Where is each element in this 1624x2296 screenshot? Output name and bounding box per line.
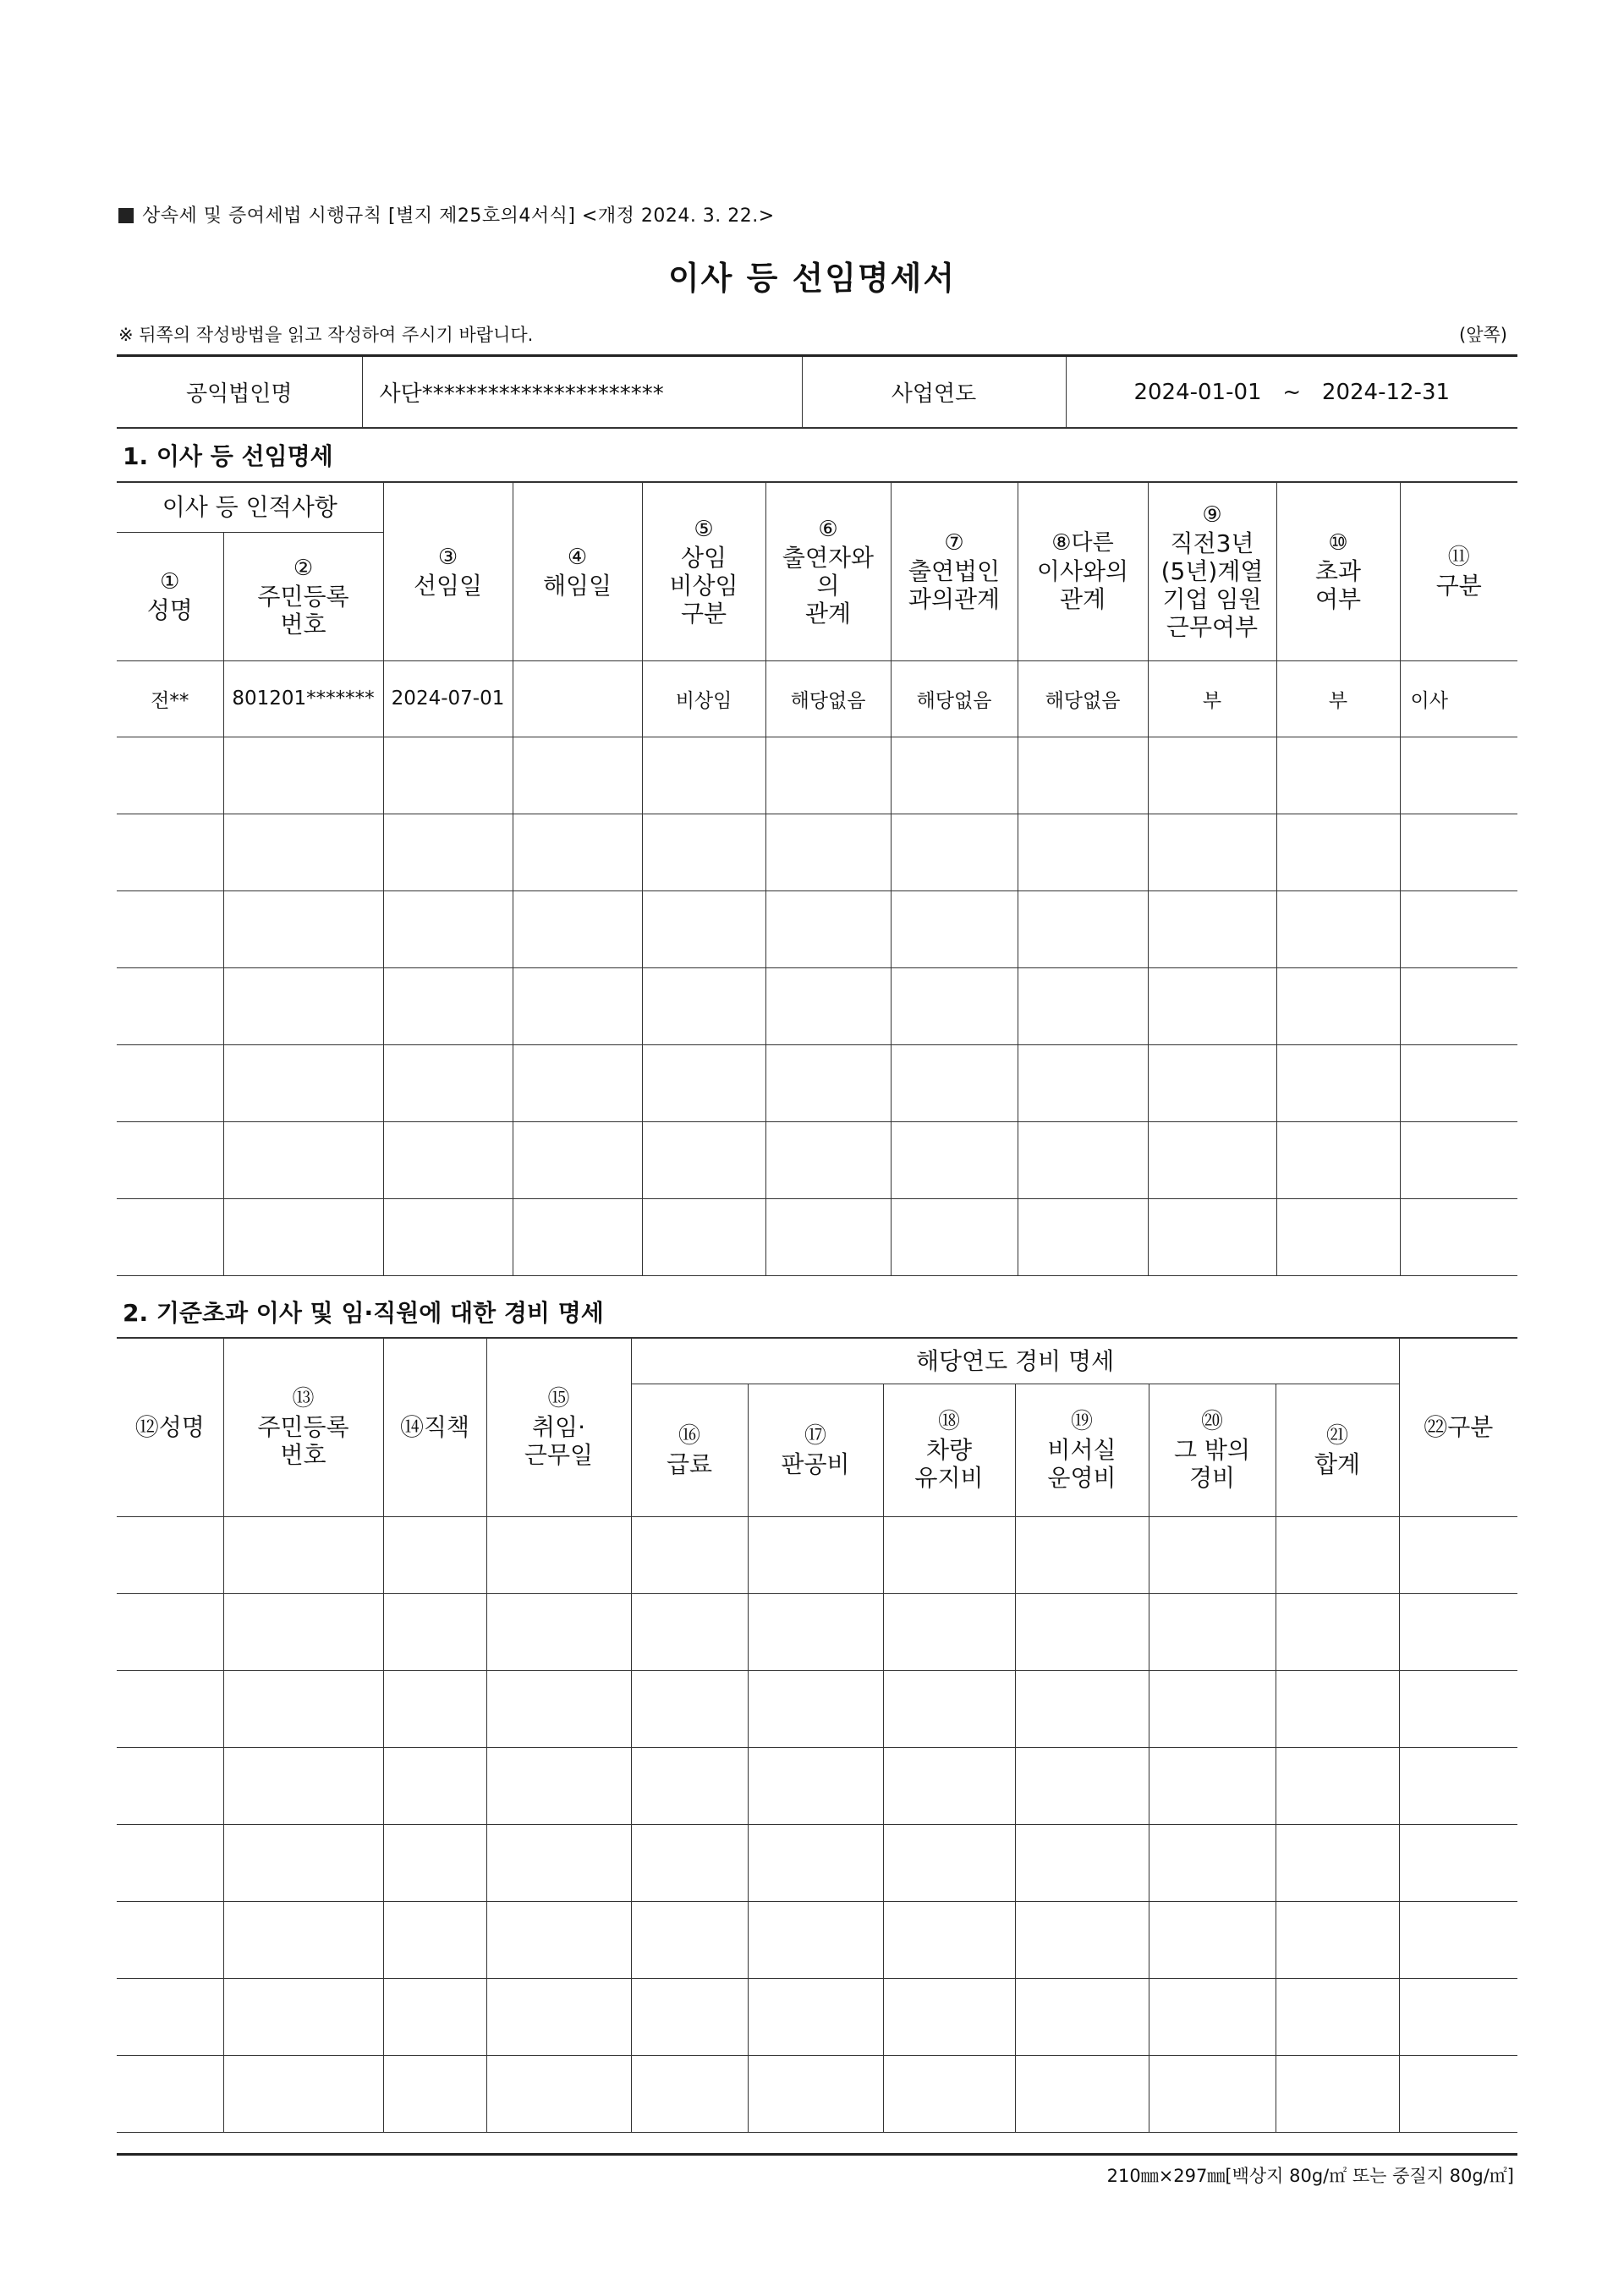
table-cell[interactable] (1148, 967, 1276, 1044)
col-affiliate-officer (1148, 482, 1276, 660)
table-cell[interactable] (642, 737, 765, 814)
table-cell[interactable] (383, 814, 513, 890)
table-cell[interactable] (513, 1044, 642, 1121)
col-contributor-relation (765, 482, 891, 660)
instruction-text: ※ 뒤쪽의 작성방법을 읽고 작성하여 주시기 바랍니다. (118, 325, 534, 345)
table-cell[interactable] (486, 2055, 631, 2132)
table-cell[interactable] (223, 2055, 383, 2132)
cell-excess[interactable]: 부 (1276, 660, 1400, 737)
table-cell[interactable] (765, 814, 891, 890)
column-header-label: 주민등록 번호 (257, 1413, 349, 1470)
column-header-label: 판공비 (781, 1449, 850, 1478)
col-position: ⑭직책 (383, 1338, 486, 1516)
table-cell[interactable] (1276, 1593, 1399, 1670)
table-cell[interactable] (1149, 1747, 1276, 1824)
table-cell[interactable] (1148, 1121, 1276, 1198)
table-cell[interactable] (883, 1978, 1015, 2055)
column-header-label: 구분 (1435, 571, 1482, 600)
table-cell[interactable] (486, 1670, 631, 1747)
table-cell[interactable] (765, 1121, 891, 1198)
table-cell[interactable] (1018, 737, 1148, 814)
section2-title: 2. 기준초과 이사 및 임·직원에 대한 경비 명세 (123, 1299, 604, 1327)
table-cell[interactable] (765, 737, 891, 814)
cell-fulltime[interactable]: 비상임 (642, 660, 765, 737)
table-cell[interactable] (1276, 1198, 1400, 1275)
table-cell[interactable] (765, 967, 891, 1044)
table-row (117, 1593, 1517, 1670)
table-cell[interactable] (1399, 2055, 1517, 2132)
table-cell[interactable] (117, 1198, 223, 1275)
table-cell[interactable] (883, 1824, 1015, 1901)
table-cell[interactable] (513, 737, 642, 814)
table-cell[interactable] (891, 1044, 1018, 1121)
table-cell[interactable] (223, 1044, 383, 1121)
table-cell[interactable] (891, 967, 1018, 1044)
col-type (1400, 482, 1517, 660)
cell-contributor-relation[interactable]: 해당없음 (765, 660, 891, 737)
col-period (486, 1338, 631, 1516)
table-cell[interactable] (383, 1044, 513, 1121)
col-corp-relation (891, 482, 1018, 660)
table-row (117, 967, 1517, 1044)
table-cell[interactable] (1015, 1824, 1149, 1901)
table-cell[interactable] (223, 1121, 383, 1198)
table-row (117, 1121, 1517, 1198)
table-cell[interactable] (223, 1978, 383, 2055)
table-cell[interactable] (383, 967, 513, 1044)
column-header-label: 급료 (666, 1449, 713, 1478)
column-number-label: ② (293, 555, 314, 581)
black-square-icon (118, 208, 134, 223)
table-cell[interactable] (1015, 1901, 1149, 1978)
table-cell[interactable] (1149, 1516, 1276, 1593)
table-cell[interactable] (1276, 1747, 1399, 1824)
table-cell[interactable] (513, 814, 642, 890)
table-cell[interactable] (1018, 890, 1148, 967)
col-name: ⑫성명 (117, 1338, 223, 1516)
table-cell[interactable] (1276, 1670, 1399, 1747)
fiscal-year-label: 사업연도 (802, 356, 1066, 429)
director-table (117, 481, 1517, 1276)
table-cell[interactable] (117, 814, 223, 890)
table-cell[interactable] (631, 1824, 748, 1901)
table-cell[interactable] (1276, 967, 1400, 1044)
table-cell[interactable] (117, 1747, 223, 1824)
column-header-label: 직전3년 (5년)계열 기업 임원 근무여부 (1160, 529, 1264, 642)
expense-group-header: 해당연도 경비 명세 (631, 1338, 1399, 1384)
table-row (117, 1670, 1517, 1747)
table-cell[interactable] (891, 1198, 1018, 1275)
table-cell[interactable] (1018, 1044, 1148, 1121)
regulation-text: 상속세 및 증여세법 시행규칙 [별지 제25호의4서식] <개정 2024. 3. 22.> (142, 205, 775, 227)
table-cell[interactable] (1015, 1978, 1149, 2055)
cell-appoint-date[interactable]: 2024-07-01 (383, 660, 513, 737)
column-number-label: ⑥ (818, 516, 838, 542)
section1-title: 1. 이사 등 선임명세 (123, 442, 333, 470)
table-cell[interactable] (486, 1747, 631, 1824)
column-number-label: ⑯ (678, 1422, 700, 1449)
column-header-label: 초과 여부 (1314, 557, 1362, 614)
regulation-note (118, 201, 775, 227)
table-cell[interactable] (1149, 1824, 1276, 1901)
table-cell[interactable] (1148, 814, 1276, 890)
table-cell[interactable] (1276, 1044, 1400, 1121)
info-table (117, 354, 1517, 429)
table-cell[interactable] (223, 1747, 383, 1824)
table-row (117, 1198, 1517, 1275)
table-cell[interactable] (383, 1593, 486, 1670)
table-cell[interactable] (486, 1593, 631, 1670)
col-name (117, 532, 223, 660)
table-cell[interactable] (1399, 1593, 1517, 1670)
cell-corp-relation[interactable]: 해당없음 (891, 660, 1018, 737)
table-cell[interactable] (765, 1198, 891, 1275)
table-cell[interactable] (631, 1670, 748, 1747)
table-cell[interactable] (883, 2055, 1015, 2132)
table-cell[interactable] (631, 2055, 748, 2132)
table-cell[interactable] (1276, 1824, 1399, 1901)
table-cell[interactable] (1399, 1670, 1517, 1747)
column-number-label: ㉑ (1326, 1422, 1349, 1449)
table-cell[interactable] (223, 1824, 383, 1901)
table-row (117, 737, 1517, 814)
table-cell[interactable] (223, 737, 383, 814)
table-cell[interactable] (1400, 1121, 1517, 1198)
page-title: 이사 등 선임명세서 (667, 260, 957, 297)
table-cell[interactable] (748, 1747, 883, 1824)
paper-spec-footer: 210㎜×297㎜[백상지 80g/㎡ 또는 중질지 80g/㎡] (1106, 2166, 1514, 2186)
table-cell[interactable] (1149, 2055, 1276, 2132)
table-cell[interactable] (1400, 814, 1517, 890)
column-header-label: 출연자와 의 관계 (782, 543, 875, 627)
table-cell[interactable] (486, 1824, 631, 1901)
table-cell[interactable] (117, 1670, 223, 1747)
col-dismiss-date (513, 482, 642, 660)
table-cell[interactable] (117, 967, 223, 1044)
table-cell[interactable] (642, 1121, 765, 1198)
col-appoint-date (383, 482, 513, 660)
col-type: ㉒구분 (1399, 1338, 1517, 1516)
column-number-label: ⑮ (547, 1386, 570, 1412)
table-cell[interactable] (513, 967, 642, 1044)
table-cell[interactable] (383, 1747, 486, 1824)
table-cell[interactable] (1148, 890, 1276, 967)
table-cell[interactable] (748, 1978, 883, 2055)
table-cell[interactable] (223, 967, 383, 1044)
table-cell[interactable] (631, 1901, 748, 1978)
table-cell[interactable] (1276, 1121, 1400, 1198)
col-entertainment (748, 1384, 883, 1516)
table-cell[interactable] (1149, 1901, 1276, 1978)
table-cell[interactable] (383, 890, 513, 967)
table-cell[interactable] (1018, 814, 1148, 890)
personal-info-group-header: 이사 등 인적사항 (117, 482, 383, 532)
table-cell[interactable] (748, 1901, 883, 1978)
bottom-rule (117, 2153, 1517, 2156)
table-cell[interactable] (748, 1593, 883, 1670)
table-cell[interactable] (1276, 737, 1400, 814)
table-cell[interactable] (117, 1516, 223, 1593)
col-resident-id (223, 532, 383, 660)
table-cell[interactable] (383, 737, 513, 814)
column-header-label: 선임일 (413, 571, 483, 600)
table-cell[interactable] (891, 737, 1018, 814)
table-cell[interactable] (1400, 890, 1517, 967)
table-cell[interactable] (383, 1824, 486, 1901)
cell-dismiss-date[interactable] (513, 660, 642, 737)
column-number-label: ⑩ (1328, 530, 1348, 556)
table-cell[interactable] (513, 1121, 642, 1198)
table-cell[interactable] (223, 890, 383, 967)
table-cell[interactable] (1400, 1198, 1517, 1275)
table-cell[interactable] (117, 890, 223, 967)
table-cell[interactable] (513, 890, 642, 967)
table-cell[interactable] (117, 737, 223, 814)
col-total (1276, 1384, 1399, 1516)
table-cell[interactable] (1276, 1516, 1399, 1593)
table-row (117, 1044, 1517, 1121)
table-cell[interactable] (883, 1670, 1015, 1747)
table-row (117, 814, 1517, 890)
table-cell[interactable] (1399, 1978, 1517, 2055)
table-cell[interactable] (383, 1198, 513, 1275)
table-row (117, 1824, 1517, 1901)
table-cell[interactable] (117, 1593, 223, 1670)
table-cell[interactable] (1276, 814, 1400, 890)
column-header-label: 비서실 운영비 (1047, 1436, 1116, 1492)
column-header-label: 성명 (146, 596, 193, 624)
table-cell[interactable] (383, 1978, 486, 2055)
table-cell[interactable] (1276, 1978, 1399, 2055)
table-row (117, 1901, 1517, 1978)
table-cell[interactable] (223, 1198, 383, 1275)
column-header-label: 취임· 근무일 (524, 1413, 594, 1470)
table-cell[interactable] (1399, 1901, 1517, 1978)
column-header-label: 그 밖의 경비 (1173, 1436, 1251, 1492)
table-cell[interactable] (1015, 1670, 1149, 1747)
cell-resident-id[interactable]: 801201******* (223, 660, 383, 737)
table-row (117, 660, 1517, 737)
column-number-label: ⑲ (1070, 1409, 1093, 1434)
column-header-label: 합계 (1314, 1449, 1361, 1478)
col-excess (1276, 482, 1400, 660)
table-cell[interactable] (631, 1747, 748, 1824)
cell-name[interactable]: 전** (117, 660, 223, 737)
table-cell[interactable] (1148, 1198, 1276, 1275)
table-cell[interactable] (117, 1824, 223, 1901)
table-cell[interactable] (223, 1593, 383, 1670)
table-cell[interactable] (1015, 1593, 1149, 1670)
corp-name-value[interactable]: 사단********************** (362, 356, 802, 429)
table-cell[interactable] (1399, 1516, 1517, 1593)
table-cell[interactable] (1148, 1044, 1276, 1121)
corp-name-label: 공익법인명 (117, 356, 362, 429)
table-cell[interactable] (1149, 1593, 1276, 1670)
expense-table (117, 1337, 1517, 2133)
column-header-label: 주민등록 번호 (257, 582, 349, 638)
table-cell[interactable] (883, 1516, 1015, 1593)
table-cell[interactable] (1276, 890, 1400, 967)
column-header-label: 이사와의 관계 (1036, 557, 1129, 614)
table-cell[interactable] (117, 1978, 223, 2055)
col-secretariat (1015, 1384, 1149, 1516)
table-cell[interactable] (748, 1516, 883, 1593)
table-cell[interactable] (631, 1593, 748, 1670)
table-cell[interactable] (1018, 967, 1148, 1044)
table-cell[interactable] (223, 1901, 383, 1978)
table-cell[interactable] (748, 1670, 883, 1747)
column-header-label: 출연법인 과의관계 (908, 557, 1001, 614)
table-row (117, 1747, 1517, 1824)
table-cell[interactable] (642, 890, 765, 967)
table-cell[interactable] (765, 1044, 891, 1121)
table-cell[interactable] (513, 1198, 642, 1275)
table-cell[interactable] (1015, 1747, 1149, 1824)
table-cell[interactable] (117, 1901, 223, 1978)
table-cell[interactable] (631, 1978, 748, 2055)
table-cell[interactable] (383, 2055, 486, 2132)
table-cell[interactable] (1149, 1978, 1276, 2055)
table-row (117, 1978, 1517, 2055)
table-cell[interactable] (1399, 1747, 1517, 1824)
column-number-label: ⑬ (292, 1386, 315, 1412)
table-cell[interactable] (383, 1901, 486, 1978)
table-cell[interactable] (383, 1670, 486, 1747)
table-cell[interactable] (1400, 1044, 1517, 1121)
table-cell[interactable] (1400, 967, 1517, 1044)
column-number-label: ① (160, 569, 180, 595)
table-cell[interactable] (1399, 1824, 1517, 1901)
table-cell[interactable] (117, 1121, 223, 1198)
col-resident-id (223, 1338, 383, 1516)
table-cell[interactable] (748, 1824, 883, 1901)
table-cell[interactable] (642, 967, 765, 1044)
column-header-label: 상임 비상임 구분 (669, 543, 738, 627)
table-cell[interactable] (383, 1516, 486, 1593)
column-header-label: 차량 유지비 (914, 1436, 984, 1492)
col-salary (631, 1384, 748, 1516)
column-number-label: ⑳ (1200, 1409, 1223, 1434)
col-vehicle (883, 1384, 1015, 1516)
table-cell[interactable] (486, 1978, 631, 2055)
col-other-director-relation (1018, 482, 1148, 660)
column-number-label: ⑱ (937, 1409, 960, 1434)
column-number-label: ④ (567, 544, 588, 570)
column-number-label: ⑰ (804, 1422, 826, 1449)
column-number-label: ③ (437, 544, 458, 570)
col-other-expense (1149, 1384, 1276, 1516)
table-cell[interactable] (1018, 1198, 1148, 1275)
table-cell[interactable] (883, 1901, 1015, 1978)
table-row (117, 890, 1517, 967)
table-cell[interactable] (1276, 1901, 1399, 1978)
table-cell[interactable] (891, 890, 1018, 967)
column-number-label: ⑪ (1447, 544, 1470, 570)
table-cell[interactable] (1149, 1670, 1276, 1747)
table-cell[interactable] (223, 814, 383, 890)
table-cell[interactable] (223, 1516, 383, 1593)
table-cell[interactable] (1015, 2055, 1149, 2132)
table-cell[interactable] (642, 814, 765, 890)
column-number-label: ⑤ (694, 516, 714, 542)
table-cell[interactable] (642, 1044, 765, 1121)
page-side-label: (앞쪽) (1459, 325, 1507, 345)
table-cell[interactable] (117, 2055, 223, 2132)
table-cell[interactable] (117, 1044, 223, 1121)
table-cell[interactable] (891, 814, 1018, 890)
fiscal-year-value[interactable]: 2024-01-01 ~ 2024-12-31 (1066, 356, 1517, 429)
table-cell[interactable] (1018, 1121, 1148, 1198)
cell-type[interactable]: 이사 (1400, 660, 1517, 737)
table-cell[interactable] (383, 1121, 513, 1198)
cell-other-director-relation[interactable]: 해당없음 (1018, 660, 1148, 737)
table-cell[interactable] (486, 1901, 631, 1978)
table-cell[interactable] (486, 1516, 631, 1593)
table-cell[interactable] (223, 1670, 383, 1747)
table-cell[interactable] (748, 2055, 883, 2132)
col-fulltime (642, 482, 765, 660)
table-row (117, 2055, 1517, 2132)
column-number-label: ⑨ (1202, 502, 1222, 529)
table-cell[interactable] (1276, 2055, 1399, 2132)
column-number-label: ⑧다른 (1051, 530, 1114, 556)
table-cell[interactable] (883, 1593, 1015, 1670)
column-number-label: ⑦ (944, 530, 964, 556)
column-header-label: 해임일 (542, 571, 612, 600)
table-cell[interactable] (1148, 737, 1276, 814)
table-cell[interactable] (1015, 1516, 1149, 1593)
cell-affiliate-officer[interactable]: 부 (1148, 660, 1276, 737)
table-cell[interactable] (765, 890, 891, 967)
table-row (117, 1516, 1517, 1593)
table-cell[interactable] (1400, 737, 1517, 814)
table-cell[interactable] (642, 1198, 765, 1275)
table-cell[interactable] (883, 1747, 1015, 1824)
table-cell[interactable] (891, 1121, 1018, 1198)
table-cell[interactable] (631, 1516, 748, 1593)
